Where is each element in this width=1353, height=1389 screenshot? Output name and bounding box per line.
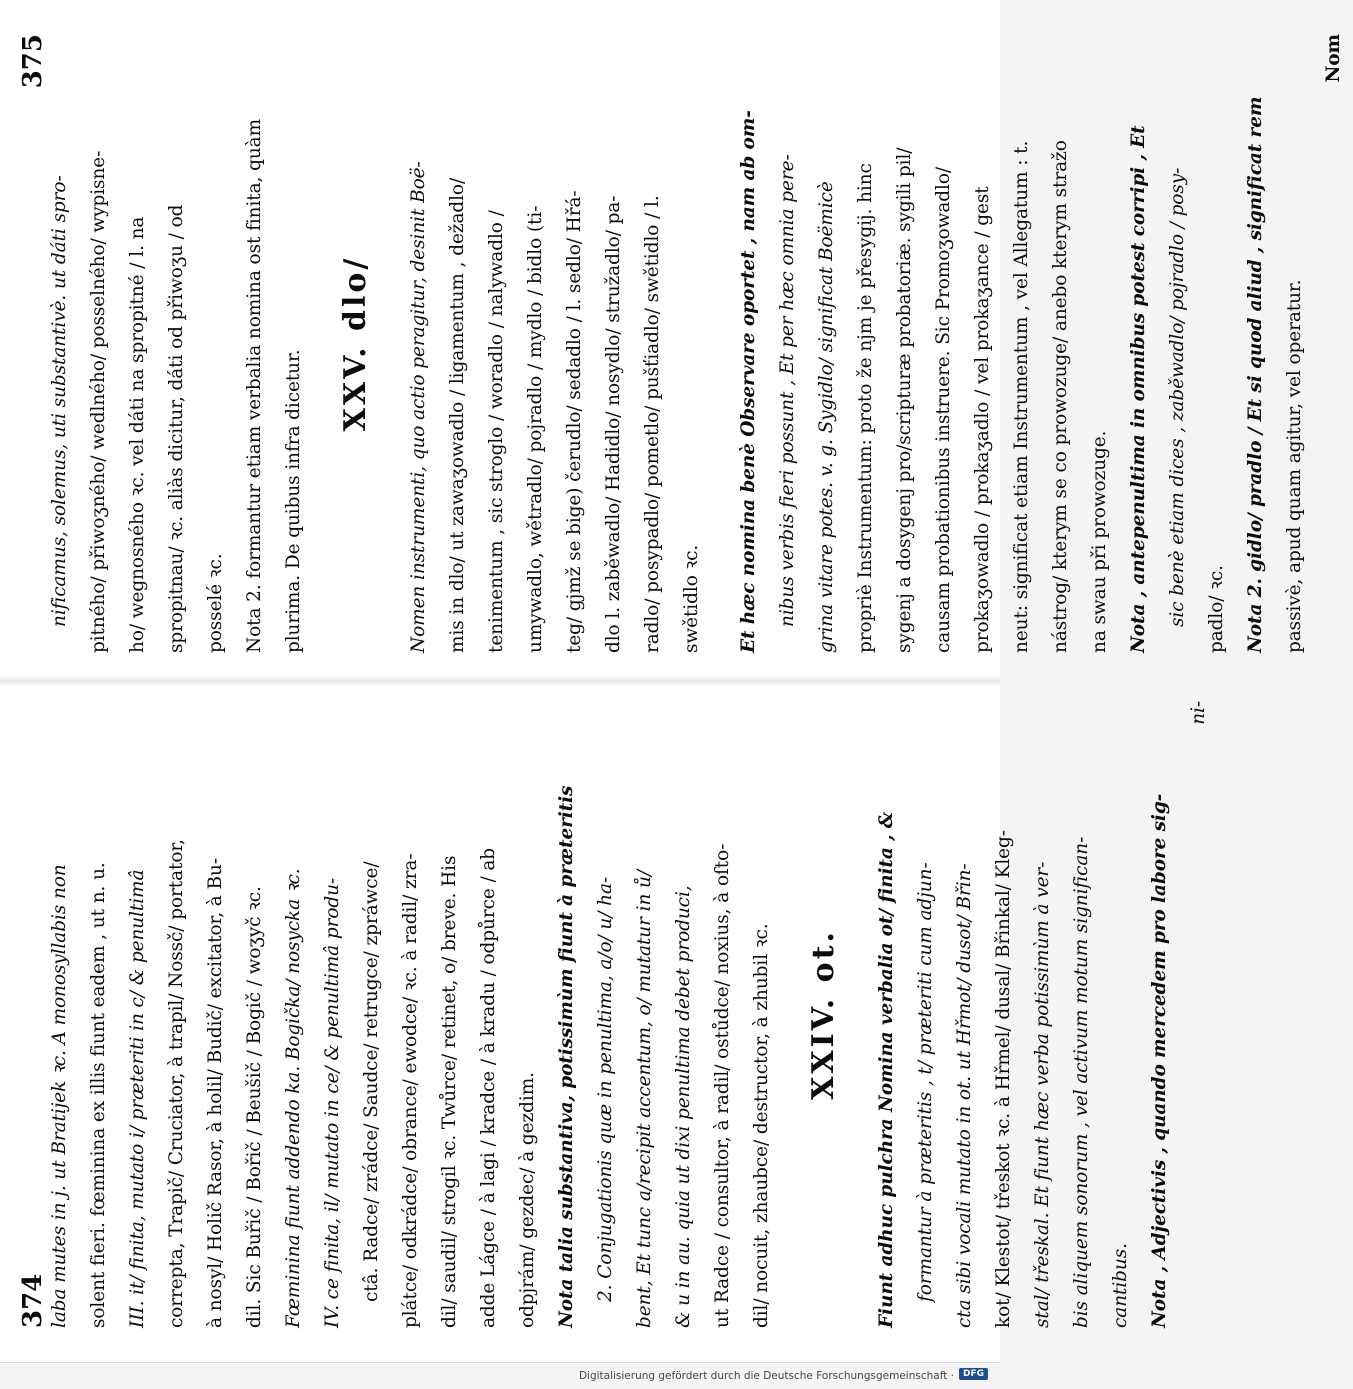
text-line: IV. ce finita, il/ mutato in ce/ & penultimâ produ- [322,877,343,1328]
text-line: odpjrám/ gezdec/ à gezdim. [517,1072,538,1328]
text-line: pitného/ přiwoʒného/ wedlného/ posselného/ wypisne- [88,150,109,653]
catchword-right: Nom [1323,34,1344,83]
text-line: ho/ wegnosného ꝛc. vel dáti na spropitné / l. na [127,216,148,653]
text-line: formantur à præteritis , t/ præteriti cum adjun- [915,862,936,1302]
text-line: passivè, apud quam agitur, vel operatur. [1284,279,1305,653]
section-heading-xxv: XXV. dlo/ [338,255,373,432]
digitization-footer [0,1362,1000,1389]
text-line: 2. Conjugationis quæ in penultima, a/o/ u/ ha- [595,876,616,1302]
text-line: III. it/ finita, mutato i/ præteriti in c/ & penultimâ [127,869,148,1328]
text-line: propriè Instrumentum: proto že njm je přesygij. hinc [855,163,876,653]
text-line: Et hæc nomina benè Observare oportet , nam ab om- [738,110,759,653]
text-line: & u in au. quia ut dixi penultima debet produci, [673,885,694,1328]
text-line: prokaʒowadlo / prokaʒadlo / vel prokaʒance / gest [972,186,993,653]
text-line: dlo l. zaběwadlo/ Hadidlo/ nosydlo/ stružadlo/ pa- [603,195,624,653]
text-line: nificamus, solemus, uti substantivè. ut dáti spro- [49,175,70,627]
text-line: nástrog/ kterym se co prowozuge/ anebo kterym stražo [1050,140,1071,653]
text-line: à nosyl/ Holič Rasor, à holil/ Budič/ excitator, à Bu- [205,858,226,1328]
text-line: Fœminina fiunt addendo ka. Bogička/ nosycka ꝛc. [283,868,304,1328]
text-line: Nomen instrumenti, quo actio peragitur, desinit Boë- [408,161,429,653]
text-line: dil/ nocuit, zhaubce/ destructor, à zhubil ꝛc. [751,923,772,1328]
text-line: grina vitare potes. v. g. Sygidlo/ significat Boëmicè [816,181,837,653]
dfg-logo: DFG [959,1368,988,1380]
text-line: kot/ Klestot/ třeskot ꝛc. à Hřmel/ dusal/ Břinkal/ Kleg- [993,830,1014,1328]
text-line: spropitnau/ ꝛc. aliàs dicitur, dáti od přiwoʒu / od [166,204,187,653]
text-line: mis in dlo/ ut zawaʒowadlo / ligamentum , dežadlo/ [447,177,468,653]
text-line: solent fieri. fœminina ex illis fiunt eadem , ut n. u. [88,862,109,1328]
page-number-left: 374 [18,1273,48,1328]
paragraph-gap [711,34,729,653]
text-line: neut: significat etiam Instrumentum , vel Allegatum : t. [1011,140,1032,653]
text-line: ut Radce / consultor, à radil/ ostůdce/ noxius, à oſto- [712,843,733,1328]
text-line: Nota 2. gidlo/ pradlo / Et si quod aliud , significat rem [1245,96,1266,653]
text-line: nibus verbis fieri possunt , Et per hæc omnia pere- [777,154,798,627]
text-line: padlo/ ꝛc. [1206,565,1227,653]
text-line: sic benè etiam dices , zaběwadlo/ pojradlo / posy- [1167,167,1188,627]
right-bottom-block [729,34,1353,653]
text-line: posselé ꝛc. [205,553,226,653]
text-line: causam probationibus instruere. Sic Promoʒowadlo/ [933,166,954,653]
text-line: plurima. De quibus infra dicetur. [283,349,304,653]
right-top-block [40,34,313,653]
right-mid-block [399,34,711,653]
text-line: umywadlo, wětradlo/ pojradlo / mydlo / bidlo (ti- [525,205,546,653]
text-line: Nota , antepenultima in omnibus potest corripi , Et [1128,125,1149,653]
text-line: dil. Sic Buřič / Bořič / Beušič / Bogič / woʒyč ꝛc. [244,886,265,1328]
text-line: correpta, Trapič/ Cruciator, à trapil/ Nossč/ portator, [166,839,187,1328]
left-page [0,681,1209,1362]
text-line: cantibus. [1110,1243,1131,1328]
text-line: tenimentum , sic stroglo / woradlo / nalywadlo / [486,210,507,653]
text-line: bent, Et tunc a/recipit accentum, o/ mutatur in ů/ [634,869,655,1328]
text-line: dil/ saudil/ strogil ꝛc. Twůrce/ retinet, o/ breve. His [439,855,460,1328]
catchword-left: ni- [1188,701,1209,725]
left-top-block [40,701,781,1328]
text-line: stal/ třeskal. Et fiunt hæc verba potissimùm à ver- [1032,861,1053,1328]
left-bottom-block [867,701,1218,1328]
text-line: ctâ. Radce/ zrádce/ Saudce/ retrugce/ zpráwce/ [361,861,382,1302]
page-number-right: 375 [18,34,48,89]
text-line: bis aliquem sonorum , vel activum motum significan- [1071,836,1092,1328]
section-heading-xxiv: XXIV. ot. [806,929,841,1100]
text-line: plátce/ odkrádce/ obrance/ ewodce/ ꝛc. à radil/ zra- [400,853,421,1328]
text-line: Nota 2. formantur etiam verbalia nomina ost finita, quàm [244,118,265,653]
text-line: laba mutes in j. ut Bratijek ꝛc. A monosyllabis non [49,864,70,1328]
text-line: swětidlo ꝛc. [681,544,702,653]
text-line: adde Lágce / à lagi / kradce / à kradu / odpůrce / ab [478,847,499,1328]
text-line: Fiunt adhuc pulchra Nomina verbalia ot/ finita , & [876,811,897,1328]
text-line: Nota talia substantiva, potissimùm fiunt à præteritis [556,785,577,1328]
right-page [0,0,1344,681]
text-line: teg/ gjmž se bige) čerudlo/ sedadlo / l. sedlo/ Hřá- [564,190,585,653]
text-line: Nota , Adjectivis , quando mercedem pro labore sig- [1149,793,1170,1328]
footer-credit-text: Digitalisierung gefördert durch die Deutsche Forschungsgemeinschaft · [578,1370,954,1382]
text-line: radlo/ posypadlo/ pometlo/ pušťiadlo/ swětidlo / l. [642,195,663,653]
text-line: na swau při prowozuge. [1089,430,1110,653]
text-line: sygenj a dosygenj pro/scripturæ probatoriæ. sygili pil/ [894,147,915,653]
text-line: cta sibi vocali mutato in ot. ut Hřmot/ dusot/ Břin- [954,863,975,1328]
